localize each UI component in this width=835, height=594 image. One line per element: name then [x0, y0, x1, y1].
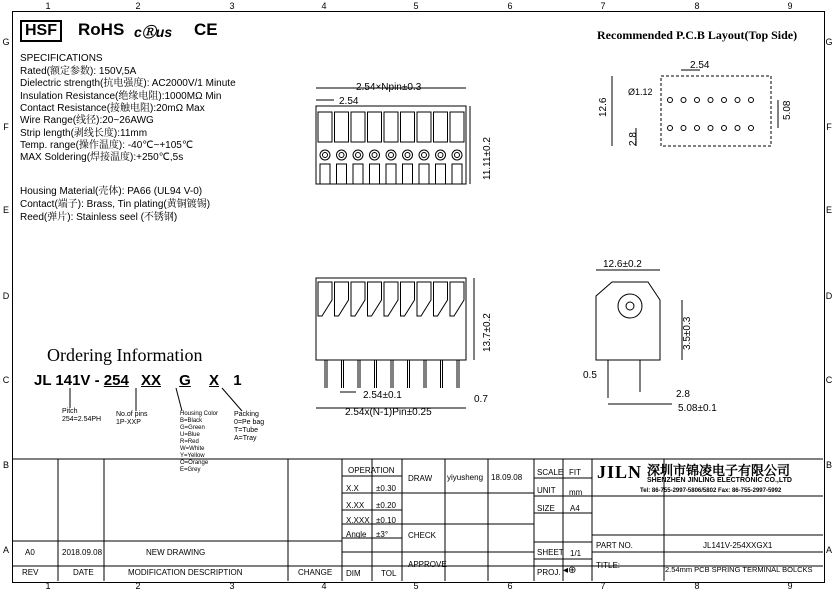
zone-row-left: E: [2, 205, 9, 215]
tb-operation: OPERATION: [348, 466, 395, 475]
tb-unit: UNIT: [537, 486, 556, 495]
tb-tol-x4: Angle: [346, 530, 367, 539]
dim-pitch-tol: 2.54±0.1: [363, 390, 402, 401]
tb-approve: APPROVE: [408, 560, 447, 569]
top-view-body: [316, 106, 466, 184]
dim-height-top: 11.11±0.2: [482, 137, 493, 180]
dim-side-pin: 0.5: [583, 370, 597, 381]
dim-pcb-pitch: 2.54: [690, 60, 710, 71]
color-option: W=White: [180, 446, 205, 452]
spec-line: Insulation Resistance(绝缘电阻):1000MΩ Min: [20, 90, 222, 102]
tb-h-change: CHANGE: [298, 568, 333, 577]
tb-drawer: yiyusheng: [447, 473, 484, 482]
tb-part-no: JL141V-254XXGX1: [703, 541, 773, 550]
zone-row-left: A: [2, 545, 9, 555]
zone-col-top: 4: [321, 1, 327, 11]
tb-size-val: A4: [570, 504, 580, 513]
pcb-layout-title: Recommended P.C.B Layout(Top Side): [597, 28, 798, 42]
tb-rev-a0: A0: [25, 548, 35, 557]
hsf-logo: HSF: [20, 20, 62, 42]
color-option: U=Blue: [180, 432, 200, 438]
spec-heading: SPECIFICATIONS: [20, 53, 103, 64]
tb-sheet: SHEET: [537, 548, 564, 557]
zone-col-top: 3: [229, 1, 235, 11]
tb-rev-date: 2018.09.08: [62, 548, 103, 557]
tb-tol-v1: ±0.30: [376, 484, 396, 493]
packing-legend: Packing 0=Pe bag T=Tube A=Tray: [234, 411, 265, 442]
code-color: G: [179, 372, 191, 389]
dim-side-row: 5.08±0.1: [678, 403, 717, 414]
code-suffix: 1: [233, 372, 242, 389]
zone-row-right: A: [825, 545, 832, 555]
color-option: Housing Color: [180, 411, 219, 417]
dim-pcb-hole: Ø1.12: [628, 87, 653, 97]
color-legend: [180, 411, 218, 474]
rohs-mark: RoHS: [78, 20, 125, 39]
zone-col-bottom: 1: [45, 581, 51, 591]
dim-pcb-off: 2.8: [628, 132, 639, 146]
dim-pcb-row: 5.08: [782, 100, 793, 120]
color-option: G=Green: [180, 425, 205, 431]
zone-col-bottom: 3: [229, 581, 235, 591]
zone-row-left: G: [2, 37, 10, 47]
material-line: Reed(弹片): Stainless seel (不锈钢): [20, 212, 178, 223]
dim-pcb-h: 12.6: [598, 97, 609, 117]
dim-side-off: 2.8: [676, 389, 690, 400]
dim-height-front: 13.7±0.2: [482, 313, 493, 352]
company-tel: Tel: 86-755-2997-5806/5802 Fax: 86-755-2997-5992: [640, 488, 782, 494]
zone-col-top: 2: [135, 1, 141, 11]
zone-row-right: C: [825, 375, 833, 385]
zone-row-left: B: [2, 460, 9, 470]
color-option: B=Black: [180, 418, 203, 424]
dim-side-w: 12.6±0.2: [603, 259, 642, 270]
zone-row-right: D: [825, 291, 833, 301]
zone-col-top: 6: [507, 1, 513, 11]
zone-row-right: E: [825, 205, 832, 215]
zone-col-bottom: 2: [135, 581, 141, 591]
tb-sheet-val: 1/1: [570, 549, 582, 558]
zone-col-bottom: 5: [413, 581, 419, 591]
zone-row-left: F: [3, 122, 9, 132]
spec-line: Contact Resistance(接触电阻):20mΩ Max: [20, 102, 205, 114]
zone-col-top: 1: [45, 1, 51, 11]
code-packing: X: [209, 372, 220, 389]
ordering-title: Ordering Information: [47, 345, 203, 365]
color-option: E=Grey: [180, 467, 201, 473]
dim-pitch-n1: 2.54x(N-1)Pin±0.25: [345, 407, 432, 418]
zone-row-left: D: [2, 291, 10, 301]
tb-scale-val: FIT: [569, 468, 581, 477]
code-series: JL 141V -: [34, 372, 100, 389]
zone-row-right: F: [826, 122, 832, 132]
tb-tol-x1: X.X: [346, 484, 359, 493]
color-option: Y=Yellow: [180, 453, 205, 459]
color-option: O=Orange: [180, 460, 209, 466]
tb-tol-v2: ±0.20: [376, 501, 396, 510]
tb-draw: DRAW: [408, 474, 433, 483]
tb-title-label: TITLE:: [596, 561, 621, 570]
color-option: R=Red: [180, 439, 199, 445]
tb-h-mod: MODIFICATION DESCRIPTION: [128, 568, 243, 577]
material-line: Contact(端子): Brass, Tin plating(黄铜镀锡): [20, 199, 211, 210]
side-view: [596, 270, 682, 404]
tb-h-rev: REV: [22, 568, 39, 577]
dim-pin-width: 0.7: [474, 394, 488, 405]
spec-line: MAX Soldering(焊接温度):+250℃,5s: [20, 152, 184, 164]
spec-line: Temp. range(操作温度): -40℃~+105℃: [20, 139, 194, 151]
tb-tol-v4: ±3°: [376, 530, 389, 539]
spec-line: Wire Range(线径):20~26AWG: [20, 115, 154, 127]
zone-col-bottom: 7: [600, 581, 606, 591]
jiln-logo: JILN: [597, 462, 643, 482]
zone-col-top: 5: [413, 1, 419, 11]
material-line: Housing Material(壳体): PA66 (UL94 V-0): [20, 186, 203, 197]
zone-col-bottom: 6: [507, 581, 513, 591]
zone-col-bottom: 9: [787, 581, 793, 591]
pcb-outline: [661, 76, 771, 146]
zone-col-bottom: 8: [694, 581, 700, 591]
tb-unit-val: mm: [569, 488, 583, 497]
pitch-legend: Pitch 254=2.54PH: [62, 408, 102, 423]
tb-dim: DIM: [346, 569, 361, 578]
dim-pitch: 2.54: [339, 96, 359, 107]
tb-proj: PROJ.: [537, 568, 561, 577]
spec-line: Rated(额定参数): 150V,5A: [20, 66, 137, 77]
zone-col-top: 8: [694, 1, 700, 11]
tb-scale: SCALE: [537, 468, 564, 477]
projection-icon: ◂⊕: [563, 565, 577, 576]
pins-legend: No.of pins 1P-XXP: [116, 411, 148, 426]
spec-line: Dielectric strength(抗电强度): AC2000V/1 Minute: [20, 78, 236, 90]
ordering-code: [34, 372, 242, 389]
tb-tol-x3: X.XXX: [346, 516, 370, 525]
tb-title-val: 2.54mm PCB SPRING TERMINAL BOLCKS: [665, 565, 813, 574]
zone-col-top: 9: [787, 1, 793, 11]
ce-mark: CE: [194, 20, 218, 39]
tb-h-date: DATE: [73, 568, 94, 577]
company-cn: 深圳市锦凌电子有限公司: [647, 463, 791, 478]
tb-part-no-label: PART NO.: [596, 541, 633, 550]
front-view-body: [316, 278, 466, 360]
spec-line: Strip length(剥线长度):11mm: [20, 127, 148, 139]
ul-mark: cⓇus: [134, 24, 173, 40]
zone-row-left: C: [2, 375, 10, 385]
dim-pitch-n: 2.54×Npin±0.3: [356, 82, 422, 93]
dim-side-h: 3.5±0.3: [682, 316, 693, 350]
company-en: SHENZHEN JINLING ELECTRONIC CO.,LTD: [647, 477, 792, 484]
code-pitch: 254: [103, 372, 129, 389]
tb-tol-v3: ±0.10: [376, 516, 396, 525]
tb-check: CHECK: [408, 531, 437, 540]
front-view: [316, 278, 474, 408]
tb-tol-x2: X.XX: [346, 501, 365, 510]
zone-row-right: B: [825, 460, 832, 470]
zone-row-right: G: [825, 37, 833, 47]
tb-rev-desc: NEW DRAWING: [146, 548, 206, 557]
tb-draw-date: 18.09.08: [491, 473, 523, 482]
code-pins: XX: [140, 372, 161, 389]
tb-tol: TOL: [381, 569, 397, 578]
zone-col-top: 7: [600, 1, 606, 11]
zone-col-bottom: 4: [321, 581, 327, 591]
tb-size: SIZE: [537, 504, 555, 513]
